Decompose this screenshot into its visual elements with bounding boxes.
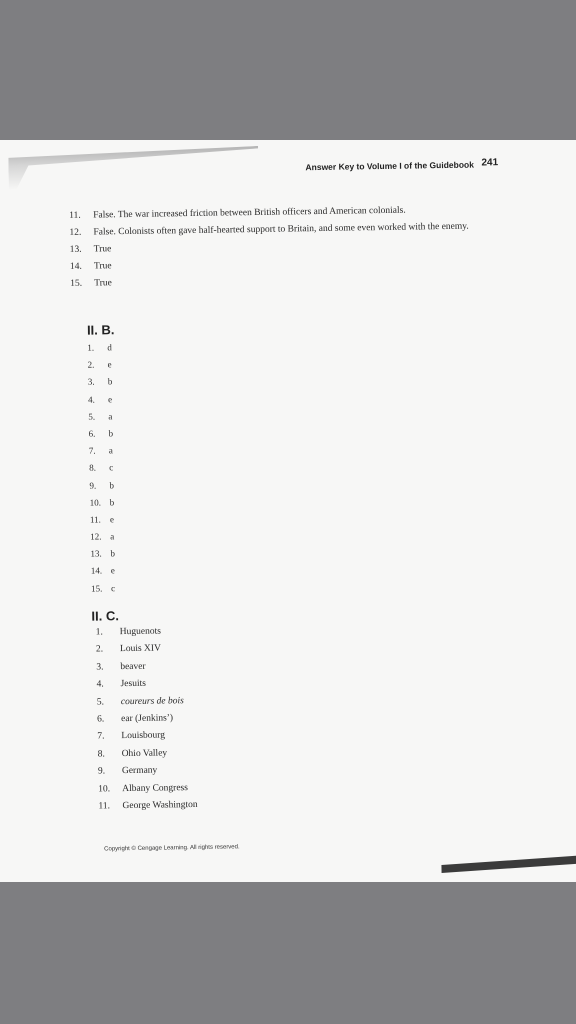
item-number: 12.: [69, 227, 82, 238]
list-item: [90, 497, 115, 515]
item-number: 12.: [90, 531, 102, 542]
list-item: [89, 463, 114, 481]
item-number: 11.: [89, 514, 101, 525]
item-answer: b: [109, 479, 115, 490]
list-item: [89, 428, 114, 446]
section-c-answer-list: [96, 626, 198, 819]
list-item: [98, 782, 197, 801]
item-number: 9.: [89, 480, 97, 491]
item-answer: Albany Congress: [122, 782, 188, 794]
item-answer: e: [107, 359, 112, 370]
item-number: 5.: [96, 696, 105, 708]
item-number: 3.: [96, 662, 104, 673]
item-answer: Louisbourg: [121, 730, 166, 742]
item-number: 13.: [90, 548, 102, 559]
item-number: 10.: [89, 497, 102, 508]
item-answer: True: [93, 261, 112, 272]
list-item: [96, 678, 195, 697]
item-answer: True: [93, 244, 112, 255]
item-number: 4.: [96, 679, 104, 690]
list-item: [69, 221, 489, 239]
page-fold-shadow: [8, 146, 259, 190]
item-number: 15.: [70, 278, 83, 289]
item-answer: e: [108, 393, 113, 404]
item-answer: coureurs de bois: [120, 695, 184, 707]
item-number: 8.: [97, 749, 105, 760]
item-number: 9.: [97, 766, 106, 777]
list-item: [98, 800, 197, 819]
item-answer: e: [109, 514, 115, 525]
list-item: [91, 566, 116, 584]
item-number: 2.: [95, 644, 104, 655]
list-item: [70, 255, 490, 273]
item-answer: False. Colonists often gave half-hearted support to Britain, and some even worked with the enemy.: [93, 221, 469, 238]
item-answer: Ohio Valley: [121, 748, 168, 759]
list-item: [88, 411, 113, 429]
running-header: Answer Key to Volume I of the Guidebook: [305, 159, 474, 173]
item-number: 5.: [88, 411, 96, 422]
item-number: 3.: [87, 376, 95, 388]
item-answer: George Washington: [122, 799, 198, 812]
list-item: [87, 359, 112, 377]
item-number: 14.: [90, 565, 103, 577]
page-content: [0, 140, 576, 882]
item-number: 2.: [87, 359, 95, 370]
section-heading-c: II. C.: [91, 608, 120, 624]
item-number: 6.: [97, 714, 105, 725]
item-number: 1.: [95, 627, 103, 638]
list-item: [70, 272, 490, 290]
item-answer: b: [109, 496, 115, 508]
page-edge-shadow: [441, 855, 576, 873]
list-item: [96, 643, 195, 662]
list-item: [97, 696, 196, 715]
list-item: [69, 204, 489, 222]
item-number: 6.: [88, 428, 96, 439]
list-item: [89, 445, 114, 463]
item-number: 4.: [88, 394, 95, 405]
list-item: [97, 730, 196, 749]
section-b-answer-list: [87, 342, 116, 600]
list-item: [91, 583, 116, 601]
item-number: 14.: [69, 261, 82, 272]
item-answer: a: [108, 411, 113, 422]
item-number: 7.: [88, 445, 96, 456]
item-number: 10.: [98, 783, 111, 795]
item-answer: Germany: [121, 765, 158, 777]
item-number: 8.: [89, 462, 96, 473]
item-answer: Jesuits: [120, 678, 146, 690]
copyright-footer: Copyright © Cengage Learning. All rights reserved.: [104, 844, 240, 853]
item-answer: c: [109, 462, 114, 473]
item-answer: a: [110, 531, 115, 542]
item-answer: c: [110, 582, 116, 593]
background-bottom: [0, 882, 576, 1024]
item-answer: e: [110, 565, 115, 576]
item-number: 13.: [69, 244, 82, 255]
item-answer: d: [107, 342, 112, 353]
list-item: [98, 748, 197, 767]
list-item: [88, 377, 113, 395]
list-item: [96, 626, 195, 645]
list-item: [88, 394, 113, 412]
item-number: 11.: [69, 210, 81, 221]
item-answer: True: [94, 278, 112, 289]
section-heading-b: II. B.: [86, 322, 115, 338]
document-page: [0, 140, 576, 882]
item-number: 15.: [90, 583, 103, 594]
item-answer: b: [110, 548, 116, 559]
list-item: [97, 713, 196, 732]
page-number: 241: [481, 157, 499, 169]
true-false-list: [69, 204, 490, 296]
list-item: [90, 531, 115, 549]
item-answer: Huguenots: [119, 626, 161, 638]
list-item: [90, 514, 115, 532]
list-item: [87, 342, 112, 360]
list-item: [90, 548, 115, 566]
item-answer: beaver: [120, 661, 146, 672]
background-top: [0, 0, 576, 140]
item-answer: False. The war increased friction between British officers and American colonials.: [93, 205, 406, 221]
item-answer: a: [108, 445, 113, 456]
item-answer: b: [108, 428, 114, 439]
list-item: [89, 480, 114, 498]
item-number: 7.: [97, 731, 105, 742]
item-answer: b: [107, 376, 113, 387]
item-number: 11.: [98, 801, 111, 812]
list-item: [96, 661, 195, 680]
item-answer: Louis XIV: [119, 643, 161, 655]
item-answer: ear (Jenkins’): [121, 713, 174, 725]
list-item: [70, 238, 490, 256]
item-number: 1.: [87, 342, 95, 353]
list-item: [98, 765, 197, 784]
